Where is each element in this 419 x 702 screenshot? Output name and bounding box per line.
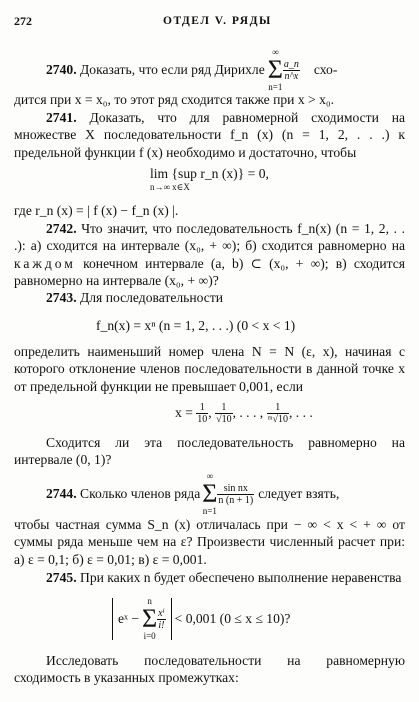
ellipsis-end: , . . . xyxy=(288,405,313,420)
problem-text-tail: схо- xyxy=(313,62,338,77)
problem-text: Доказать, что если ряд Дирихле xyxy=(80,62,265,77)
formula-subscript: n→∞ x∈X xyxy=(150,182,190,192)
problem-text: Сколько членов ряда xyxy=(80,486,201,501)
fraction-1: $\frac{1}{10}$ xyxy=(197,401,208,425)
formula-2741 xyxy=(150,166,269,193)
problem-2745-intro xyxy=(46,570,401,586)
fraction-m: $\frac{1}{\text{ᵐ√10}}$ xyxy=(267,401,288,425)
problem-2740-line2: дится при x = x₀, то этот ряд сходится также при x > x₀. xyxy=(14,92,335,107)
problem-2744-text: чтобы частная сумма S_n (x) отличалась при − ∞ < x < + ∞ от суммы ряда меньше чем на ε? Произвести численный расчет при: а) ε = 0,1; б) ε = 0,01; в) ε = 0,001. xyxy=(14,517,405,567)
section-instruction: Исследовать последовательности на равномерную сходимость в указанных промежутках: xyxy=(14,653,405,686)
page-number: 272 xyxy=(14,14,32,28)
problem-2741-where: где r_n (x) = | f (x) − f_n (x) |. xyxy=(14,203,179,218)
sum-symbol: n Σ i=0 xyxy=(142,596,158,641)
fraction: $\frac{a\_n}{n\^{}x}$ xyxy=(283,58,299,82)
formula-2743: f_n(x) = xⁿ (n = 1, 2, . . .) (0 < x < 1) xyxy=(96,318,296,333)
problem-number: 2743. xyxy=(46,290,77,305)
problem-2743-question: Сходится ли эта последовательность равномерно на интервале (0, 1)? xyxy=(14,435,405,468)
fraction-2: $\frac{1}{√10}$ xyxy=(216,401,232,425)
formula-main: lim {sup r_n (x)} = 0, xyxy=(150,166,269,181)
problem-2742 xyxy=(14,220,405,289)
problem-number: 2744. xyxy=(46,486,77,501)
formula-right: < 0,001 (0 ≤ x ≤ 10)? xyxy=(174,611,291,626)
ellipsis: , . . . , xyxy=(232,405,264,420)
problem-2743-text: определить наименьший номер члена N = N (ε, x), начиная с которого отклонение членов последовательности в данной точке x от предельной функции не превышает 0,001, если xyxy=(14,344,405,394)
problem-text-tail: следует взять, xyxy=(258,486,340,501)
problem-text: Для последовательности xyxy=(80,290,224,305)
absolute-value xyxy=(112,598,172,640)
problem-2744-line1 xyxy=(46,471,340,516)
problem-text: Что значит, что последовательность f_n(x) (n = 1, 2, . . .): а) сходится на интервале (x₀, + ∞); б) сходится равномерно на xyxy=(14,221,405,254)
problem-number: 2742. xyxy=(46,221,77,236)
problem-text-cont: конечном интервале (a, b) ⊂ (x₀, + ∞); в) сходится равномерно на интервале (x₀, + ∞)? xyxy=(14,255,405,288)
problem-2743-values: x = $\frac{1}{10}$ , $\frac{1}{√10}$ , . . . , $\frac{1}{\text{ᵐ√10}}$ , . . . xyxy=(175,401,313,425)
problem-2740-line1 xyxy=(46,47,338,92)
formula-2745 xyxy=(112,597,290,641)
problem-text: При каких n будет обеспечено выполнение неравенства xyxy=(80,570,402,585)
problem-number: 2745. xyxy=(46,570,77,585)
formula-left: eˣ − xyxy=(118,611,140,626)
problem-2741 xyxy=(14,109,405,161)
x-label: x = xyxy=(175,405,193,420)
spaced-word: каждом xyxy=(14,255,76,271)
fraction: $\frac{\text{sin nx}}{n (n + 1)}$ xyxy=(218,482,254,506)
sum-symbol: ∞ Σ n=1 xyxy=(267,47,283,92)
problem-text: Доказать, что для равномерной сходимости на множестве X последовательности f_n (x) (n = 1, 2, . . .) к предельной функции f (x) необходимо и достаточно, чтобы xyxy=(14,110,406,160)
problem-number: 2741. xyxy=(46,110,77,125)
problem-2743-intro xyxy=(46,290,223,306)
fraction: $\frac{\text{xⁱ}}{i!}$ xyxy=(158,607,165,631)
sum-symbol: ∞ Σ n=1 xyxy=(202,471,218,516)
problem-number: 2740. xyxy=(46,62,77,77)
section-title: ОТДЕЛ V. РЯДЫ xyxy=(163,15,272,27)
